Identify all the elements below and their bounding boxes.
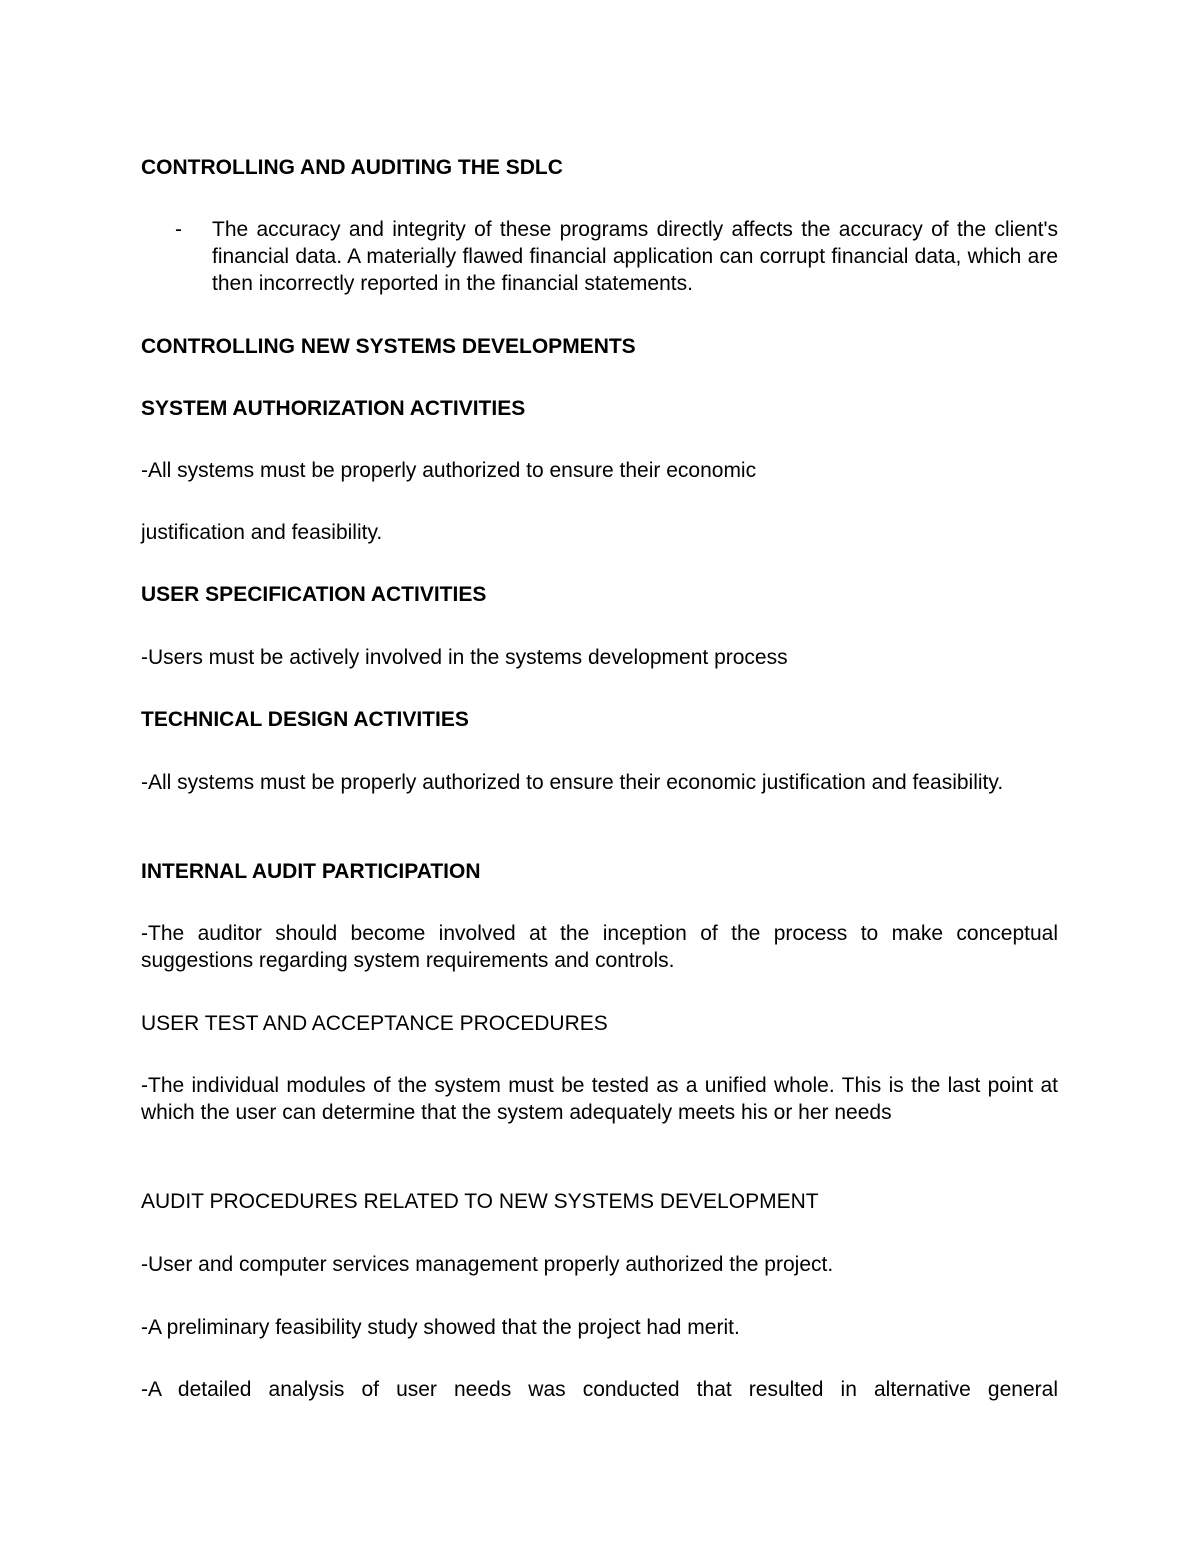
heading-internal-audit: INTERNAL AUDIT PARTICIPATION [141,860,481,883]
heading-user-specification: USER SPECIFICATION ACTIVITIES [141,583,487,606]
paragraph-internal-audit: -The auditor should become involved at the inception of the process to make conceptual suggestions regarding system requirements and controls. [141,922,1058,972]
paragraph-audit-procedure-feasibility: -A preliminary feasibility study showed that the project had merit. [141,1316,740,1339]
paragraph-user-test-acceptance: -The individual modules of the system must be tested as a unified whole. This is the last point at which the user can determine that the system adequately meets his or her needs [141,1074,1058,1124]
heading-technical-design: TECHNICAL DESIGN ACTIVITIES [141,708,469,731]
heading-controlling-auditing-sdlc: CONTROLLING AND AUDITING THE SDLC [141,156,563,179]
heading-user-test-acceptance: USER TEST AND ACCEPTANCE PROCEDURES [141,1012,608,1035]
paragraph-user-specification: -Users must be actively involved in the systems development process [141,646,788,669]
heading-system-authorization: SYSTEM AUTHORIZATION ACTIVITIES [141,397,526,420]
bullet-accuracy-integrity: The accuracy and integrity of these programs directly affects the accuracy of the client's financial data. A materially flawed financial application can corrupt financial data, which are then incorrectly reported in the financial statements. [212,218,1058,295]
paragraph-system-authorization-line1: -All systems must be properly authorized to ensure their economic [141,459,757,482]
bullet-marker: - [175,218,182,241]
paragraph-technical-design: -All systems must be properly authorized to ensure their economic justification and feasibility. [141,771,1004,794]
heading-controlling-new-systems: CONTROLLING NEW SYSTEMS DEVELOPMENTS [141,335,636,358]
paragraph-audit-procedure-authorization: -User and computer services management properly authorized the project. [141,1253,834,1276]
paragraph-system-authorization-line2: justification and feasibility. [141,521,383,544]
paragraph-audit-procedure-user-needs: -A detailed analysis of user needs was conducted that resulted in alternative general [141,1378,1058,1401]
heading-audit-procedures: AUDIT PROCEDURES RELATED TO NEW SYSTEMS DEVELOPMENT [141,1190,819,1213]
